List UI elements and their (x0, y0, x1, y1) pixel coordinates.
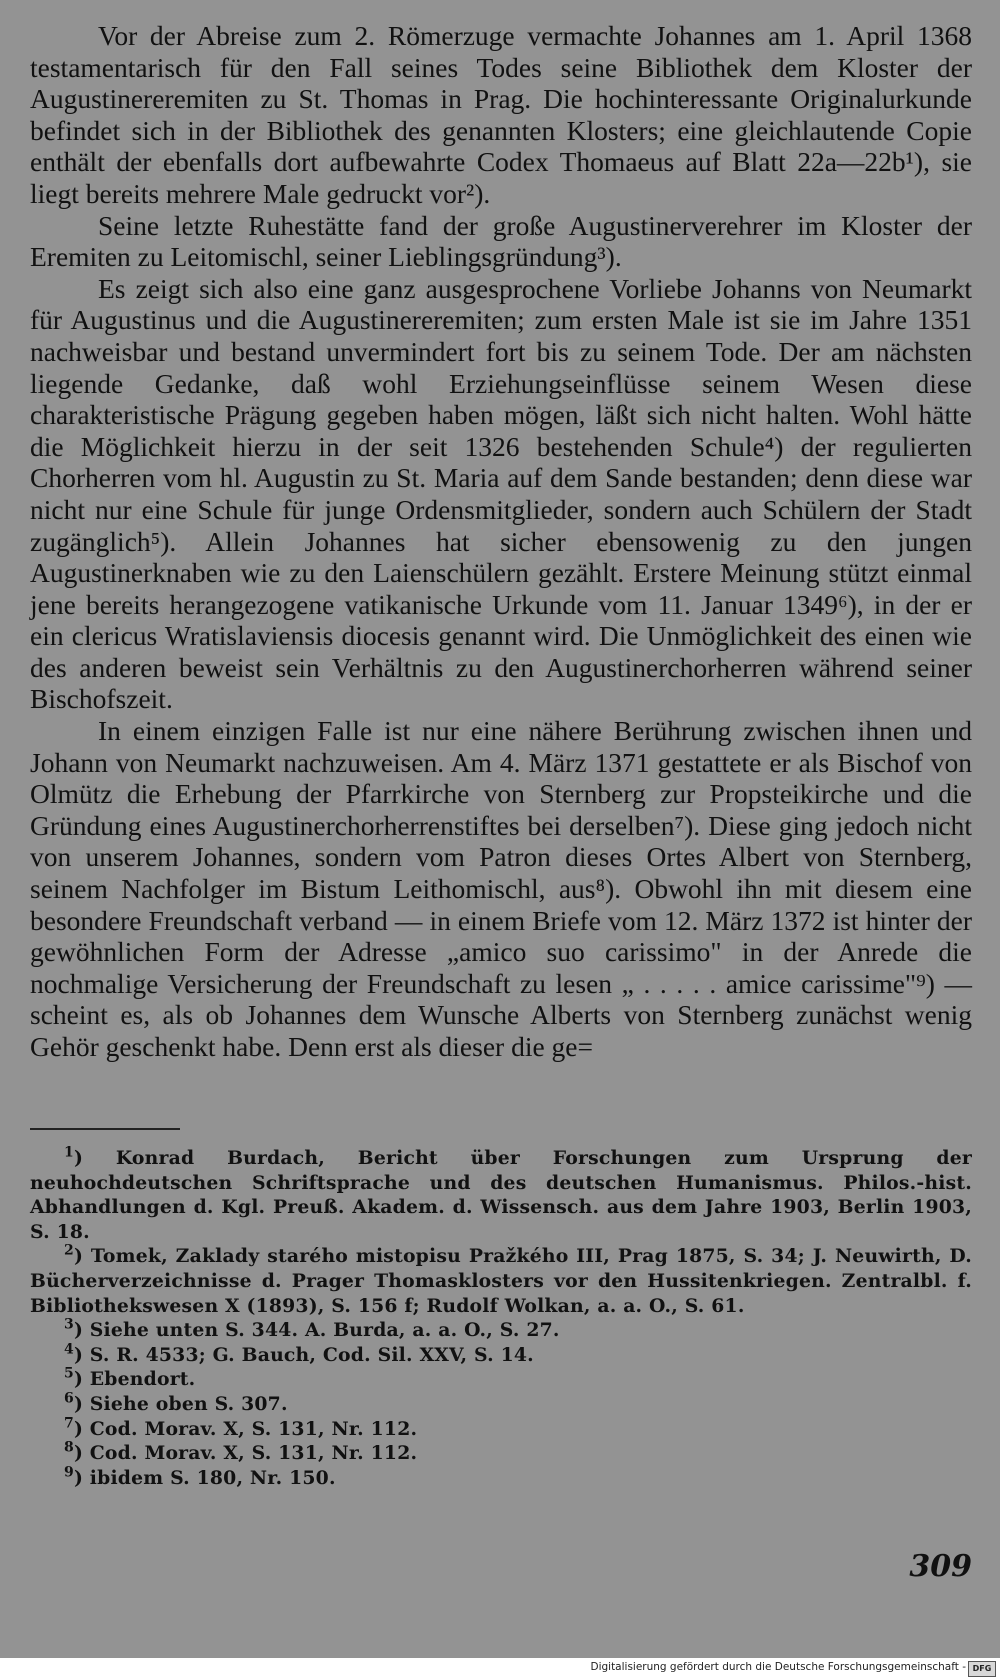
credit-bar (0, 1658, 1000, 1679)
paragraph-3: Es zeigt sich also eine ganz ausgesprochene Vorliebe Johanns von Neumarkt für Augustinus und die Augustinereremiten; zum ersten Male ist sie im Jahre 1351 nachweisbar und bestand unvermindert fort bis zu seinem Tode. Der am nächsten liegende Gedanke, daß wohl Erziehungseinflüsse seinem Wesen diese charakteristische Prägung gegeben haben mögen, läßt sich nicht halten. Wohl hätte die Möglichkeit hierzu in der seit 1326 bestehenden Schule⁴) der regulierten Chorherren vom hl. Augustin zu St. Maria auf dem Sande bestanden; denn diese war nicht nur eine Schule für junge Ordensmitglieder, sondern auch Schülern der Stadt zugänglich⁵). Allein Johannes hat sicher ebensowenig zu den jungen Augustinerknaben wie zu den Laienschülern gezählt. Erstere Meinung stützt einmal jene bereits herangezogene vatikanische Urkunde vom 11. Januar 1349⁶), in der er ein clericus Wratislaviensis diocesis genannt wird. Die Unmöglichkeit des einen wie des anderen beweist sein Verhältnis zu den Augustinerchorherren während seiner Bischofszeit. (30, 272, 972, 715)
footnote-text: Tomek, Zaklady starého mistopisu Pražkého III, Prag 1875, S. 34; J. Neuwirth, D. Bücherverzeichnisse d. Prager Thomasklosters vor den Hussitenkriegen. Zentralbl. f. Bibliothekswesen X (1893), S. 156 f; Rudolf Wolkan, a. a. O., S. 61. (30, 1245, 972, 1317)
main-text (30, 20, 972, 1063)
footnote: $^6$) Siehe oben S. 307. (64, 1390, 288, 1415)
paragraph-4: In einem einzigen Falle ist nur eine nähere Berührung zwischen ihnen und Johann von Neumarkt nachzuweisen. Am 4. März 1371 gestattete er als Bischof von Olmütz die Erhebung der Pfarrkirche von Sternberg zur Propsteikirche und die Gründung eines Augustinerchorherrenstiftes bei derselben⁷). Diese ging jedoch nicht von unserem Johannes, sondern vom Patron dieses Ortes Albert von Sternberg, seinem Nachfolger im Bistum Leithomischl, aus⁸). Obwohl ihn mit diesem eine besondere Freundschaft verband — in einem Briefe vom 12. März 1372 ist hinter der gewöhnlichen Form der Adresse „amico suo carissimo" in der Anrede die nochmalige Versicherung der Freundschaft zu lesen „ . . . . . amice carissime"⁹) — scheint es, als ob Johannes dem Wunsche Alberts von Sternberg zunächst wenig Gehör geschenkt habe. Denn erst als dieser die ge= (30, 715, 972, 1062)
footnote-text: Ebendort. (89, 1368, 196, 1391)
page-number: 309 (909, 1549, 972, 1584)
footnote-mark: 6 (64, 1390, 74, 1407)
dfg-logo: DFG (968, 1661, 996, 1677)
footnotes (30, 1146, 972, 1490)
footnote: $^3$) Siehe unten S. 344. A. Burda, a. a. O., S. 27. (64, 1316, 560, 1342)
footnote-text: Cod. Morav. X, S. 131, Nr. 112. (89, 1442, 418, 1465)
footnote-mark: 7 (64, 1415, 74, 1432)
footnote-mark: 4 (64, 1341, 74, 1358)
footnote-mark: 8 (64, 1439, 74, 1456)
footnote-mark: 2 (64, 1243, 74, 1260)
paragraph-2: Seine letzte Ruhestätte fand der große Augustinerverehrer im Kloster der Eremiten zu Leitomischl, seiner Lieblingsgründung³). (30, 209, 972, 273)
digitization-credit: Digitalisierung gefördert durch die Deutsche Forschungsgemeinschaft - (590, 1661, 966, 1673)
footnote: $^9$) ibidem S. 180, Nr. 150. (64, 1464, 336, 1489)
footnote-mark: 3 (64, 1316, 74, 1333)
footnote-text: Konrad Burdach, Bericht über Forschungen zum Ursprung der neuhochdeutschen Schriftsprache und des deutschen Humanismus. Philos.-hist. Abhandlungen d. Kgl. Preuß. Akadem. d. Wissensch. aus dem Jahre 1903, Berlin 1903, S. 18. (30, 1147, 972, 1243)
footnote: $^5$) Ebendort. (64, 1366, 196, 1391)
footnote: $^7$) Cod. Morav. X, S. 131, Nr. 112. (64, 1415, 418, 1440)
footnote-separator (30, 1128, 180, 1130)
paragraph-1: Vor der Abreise zum 2. Römerzuge vermachte Johannes am 1. April 1368 testamentarisch für den Fall seines Todes seine Bibliothek dem Kloster der Augustinereremiten zu St. Thomas in Prag. Die hochinteressante Originalurkunde befindet sich in der Bibliothek des genannten Klosters; eine gleichlautende Copie enthält der ebenfalls dort aufbewahrte Codex Thomaeus auf Blatt 22a—22b¹), sie liegt bereits mehrere Male gedruckt vor²). (30, 20, 972, 209)
footnote-mark: 1 (64, 1144, 74, 1161)
footnote-text: Cod. Morav. X, S. 131, Nr. 112. (89, 1417, 418, 1440)
footnote-text: ibidem S. 180, Nr. 150. (89, 1466, 336, 1489)
footnote-text: S. R. 4533; G. Bauch, Cod. Sil. XXV, S. 14. (89, 1343, 534, 1366)
footnote: $^2$) Tomek, Zaklady starého mistopisu Pražkého III, Prag 1875, S. 34; J. Neuwirth, D. Bücherverzeichnisse d. Prager Thomasklosters vor den Hussitenkriegen. Zentralbl. f. Bibliothekswesen X (1893), S. 156 f; Rudolf Wolkan, a. a. O., S. 61. (30, 1243, 972, 1317)
footnote-mark: 5 (64, 1366, 74, 1383)
footnote: $^4$) S. R. 4533; G. Bauch, Cod. Sil. XXV, S. 14. (64, 1341, 534, 1366)
footnote: $^8$) Cod. Morav. X, S. 131, Nr. 112. (64, 1439, 418, 1465)
footnote-text: Siehe unten S. 344. A. Burda, a. a. O., S. 27. (89, 1319, 560, 1342)
footnote-text: Siehe oben S. 307. (89, 1392, 288, 1415)
footnote-mark: 9 (64, 1464, 74, 1481)
footnote: $^1$) Konrad Burdach, Bericht über Forschungen zum Ursprung der neuhochdeutschen Schriftsprache und des deutschen Humanismus. Philos.-hist. Abhandlungen d. Kgl. Preuß. Akadem. d. Wissensch. aus dem Jahre 1903, Berlin 1903, S. 18. (30, 1144, 972, 1243)
